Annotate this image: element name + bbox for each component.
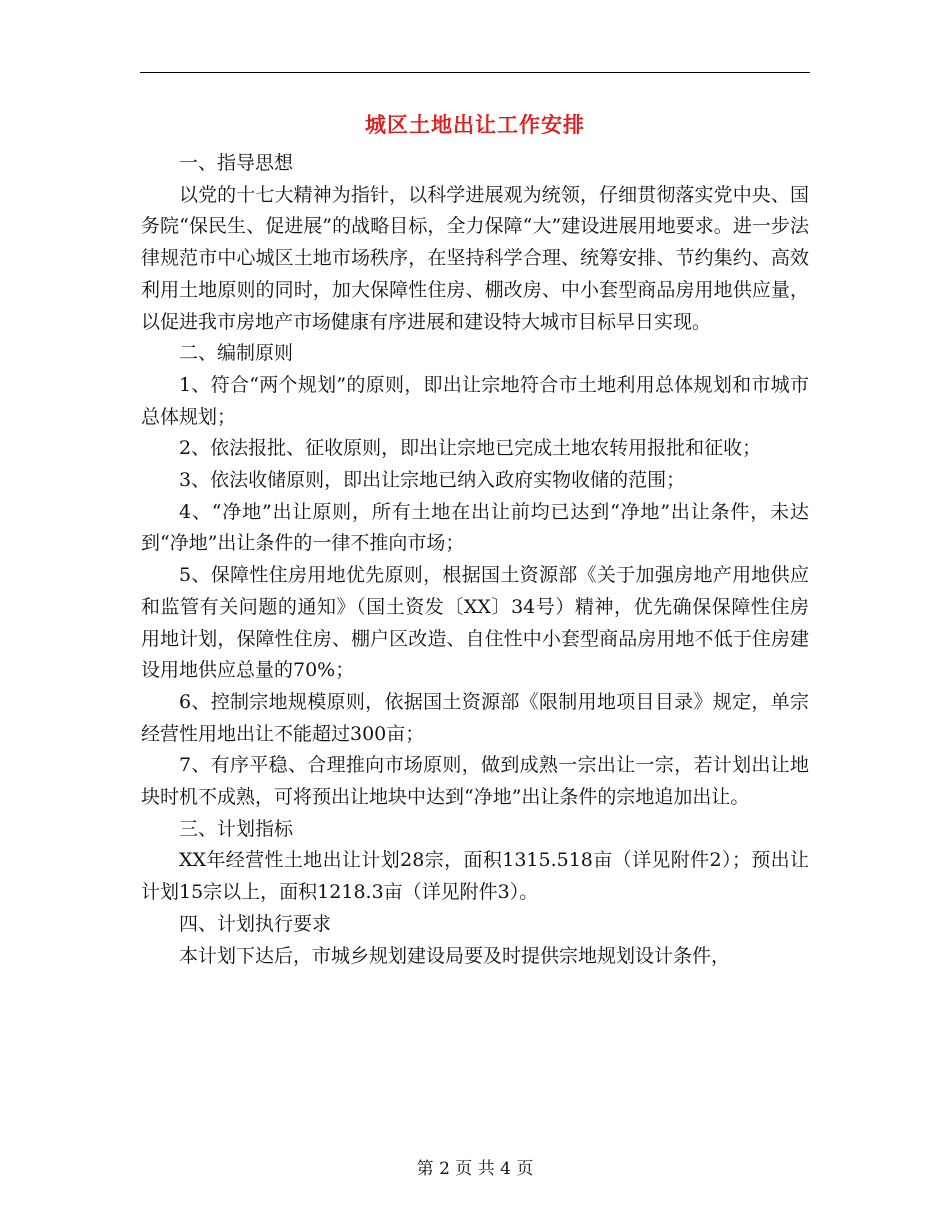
paragraph-guiding-ideology: 以党的十七大精神为指针，以科学进展观为统领，仔细贯彻落实党中央、国务院“保民生、促进展”的战略目标，全力保障“大”建设进展用地要求。进一步法律规范市中心城区土地市场秩序，在坚持科学合理、统筹安排、节约集约、高效利用土地原则的同时，加大保障性住房、棚改房、中小套型商品房用地供应量，以促进我市房地产市场健康有序进展和建设特大城市目标早日实现。 — [141, 183, 809, 333]
principle-item-7: 7、有序平稳、合理推向市场原则，做到成熟一宗出让一宗，若计划出让地块时机不成熟，可将预出让地块中达到“净地”出让条件的宗地追加出让。 — [141, 754, 809, 809]
section-heading-guiding-ideology: 一、指导思想 — [179, 152, 294, 174]
principle-item-2: 2、依法报批、征收原则，即出让宗地已完成土地农转用报批和征收； — [179, 437, 762, 460]
paragraph-plan-targets: XX年经营性土地出让计划28宗，面积1315.518亩（详见附件2）；预出让计划15宗以上，面积1218.3亩（详见附件3）。 — [141, 849, 809, 904]
section-heading-plan-targets: 三、计划指标 — [179, 817, 294, 840]
principle-item-6: 6、控制宗地规模原则，依据国土资源部《限制用地项目目录》规定，单宗经营性用地出让不能超过300亩； — [141, 690, 809, 745]
document-body — [141, 148, 809, 972]
header-rule — [140, 72, 810, 73]
principle-item-4: 4、“净地”出让原则，所有土地在出让前均已达到“净地”出让条件，未达到“净地”出让条件的一律不推向市场； — [141, 500, 809, 555]
principle-item-1: 1、符合“两个规划”的原则，即出让宗地符合市土地利用总体规划和市城市总体规划； — [141, 373, 809, 428]
principle-item-5: 5、保障性住房用地优先原则，根据国土资源部《关于加强房地产用地供应和监管有关问题的通知》（国土资发〔XX〕34号）精神，优先确保保障性住房用地计划，保障性住房、棚户区改造、自住性中小套型商品房用地不低于住房建设用地供应总量的70%； — [141, 564, 809, 682]
page-footer: 第 2 页 共 4 页 — [416, 1159, 534, 1179]
document-title: 城区土地出让工作安排 — [365, 112, 585, 137]
section-heading-principles: 二、编制原则 — [179, 342, 294, 365]
section-heading-execution: 四、计划执行要求 — [179, 912, 332, 935]
paragraph-execution: 本计划下达后，市城乡规划建设局要及时提供宗地规划设计条件， — [179, 944, 731, 967]
principle-item-3: 3、依法收储原则，即出让宗地已纳入政府实物收储的范围； — [179, 469, 686, 492]
